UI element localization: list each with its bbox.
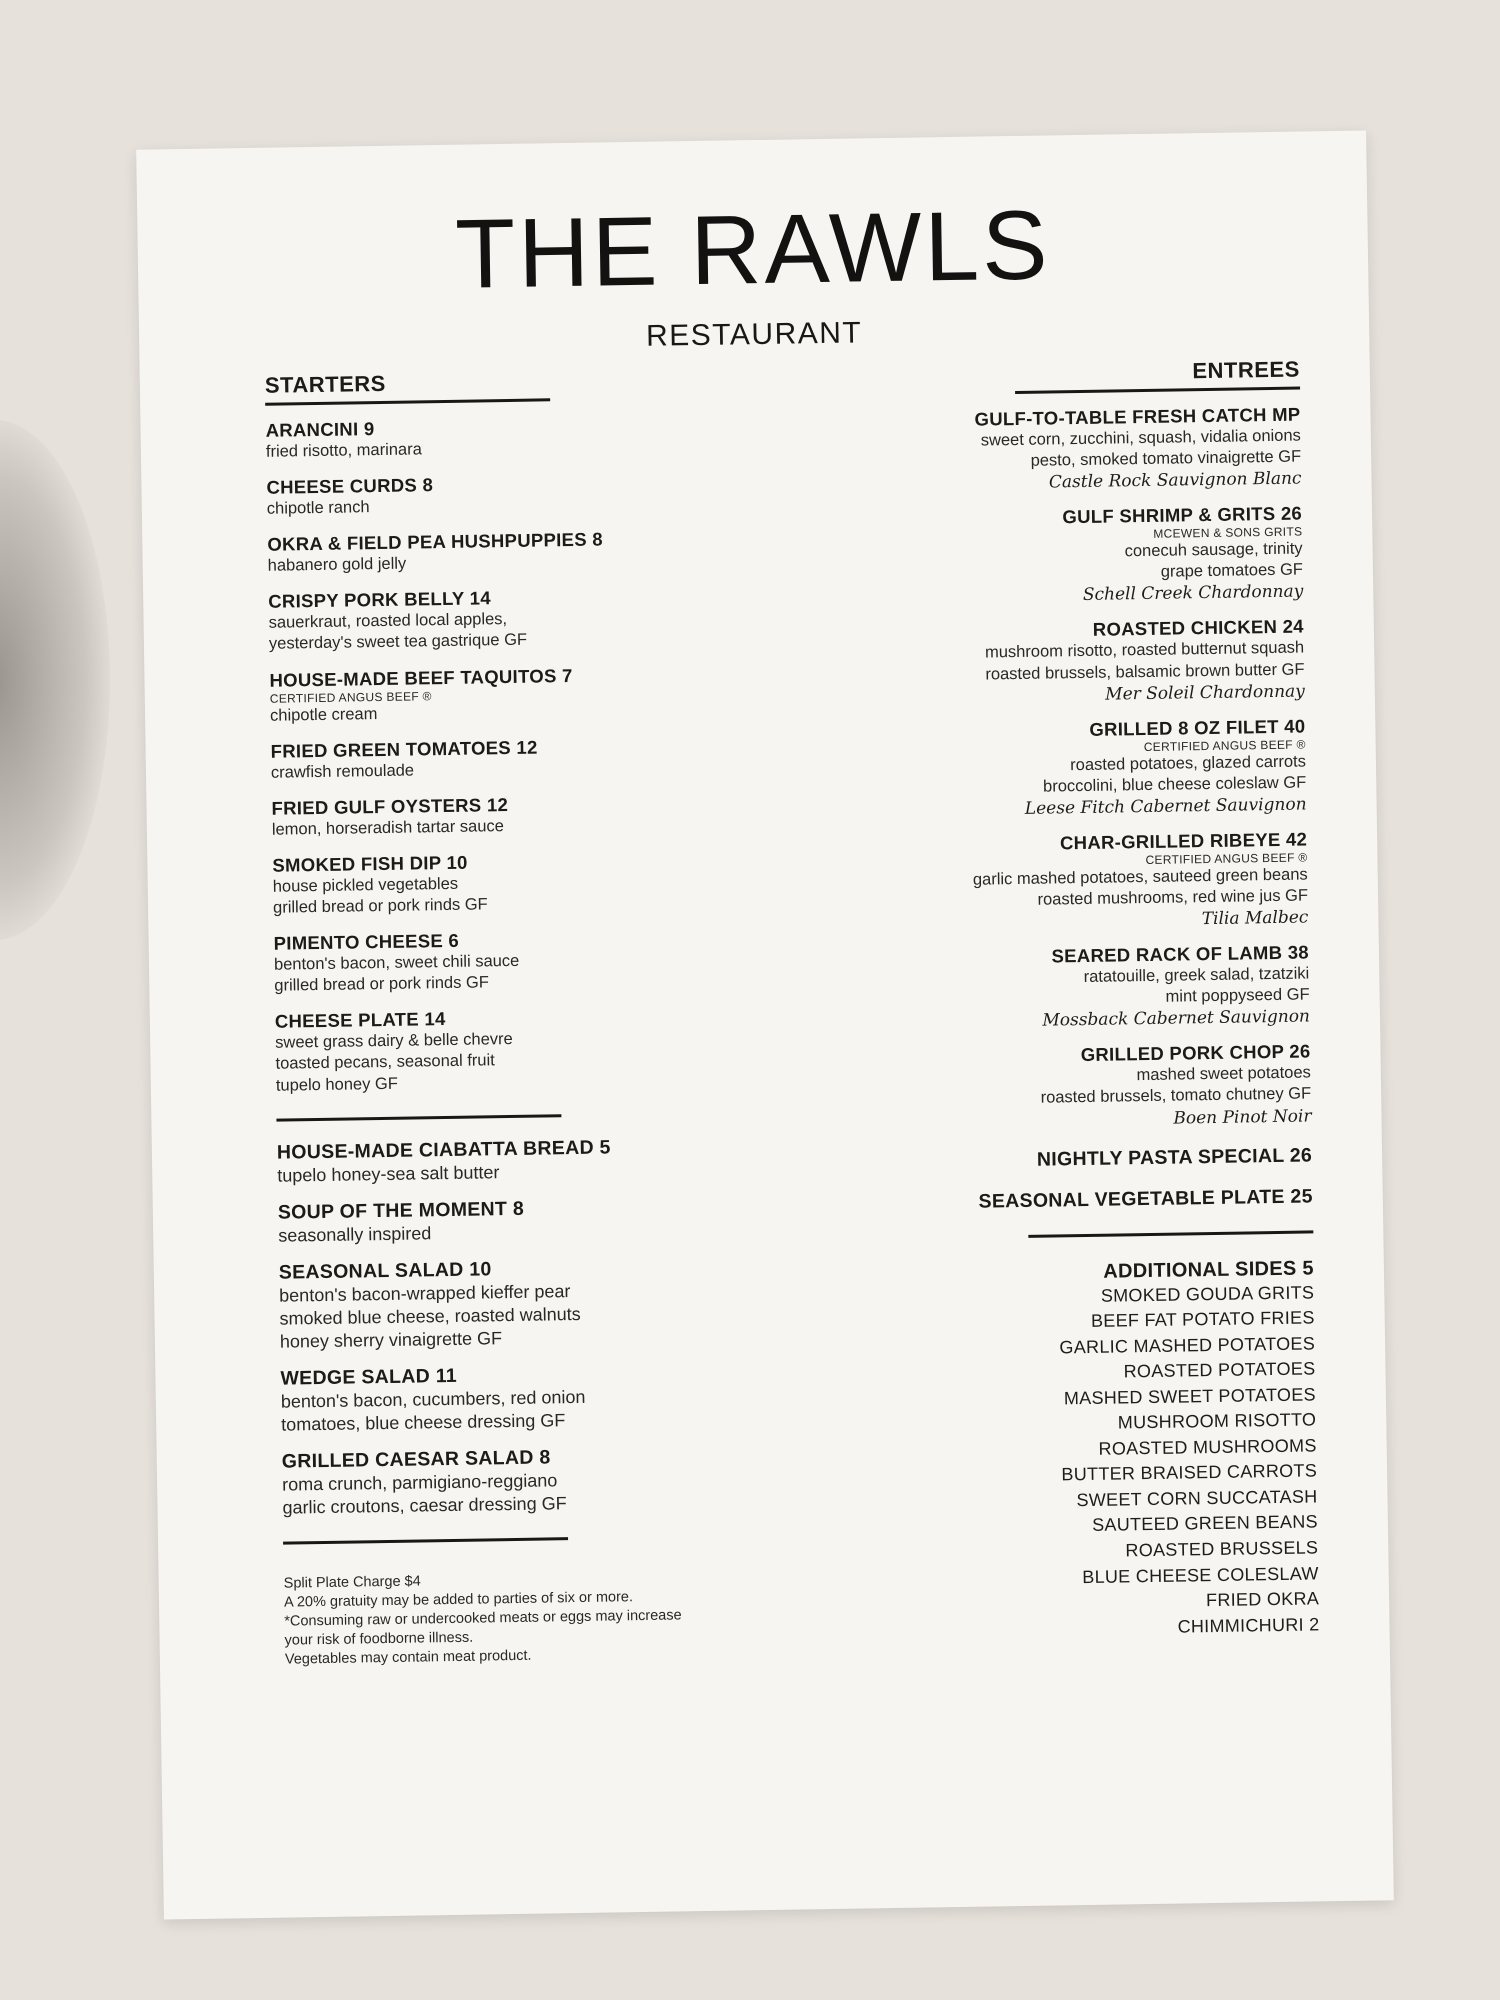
menu-item	[273, 925, 794, 997]
side-item: CHIMMICHURI 2	[1177, 1614, 1320, 1637]
menu-item-description: roasted brussels, balsamic brown butter GF	[985, 660, 1305, 684]
wine-pairing: Mossback Cabernet Sauvignon	[1042, 1006, 1311, 1031]
menu-item-name: OKRA & FIELD PEA HUSHPUPPIES 8	[267, 528, 604, 555]
side-item: SAUTEED GREEN BEANS	[1091, 1511, 1319, 1536]
menu-item-name: HOUSE-MADE BEEF TAQUITOS 7	[269, 664, 573, 691]
right-column	[780, 357, 1320, 1646]
side-item: BUTTER BRAISED CARROTS	[1061, 1460, 1318, 1485]
wine-pairing: Tilia Malbec	[1201, 907, 1309, 930]
side-item: BLUE CHEESE COLESLAW	[1082, 1562, 1319, 1587]
menu-item-name: ARANCINI 9	[265, 418, 375, 441]
menu-item-description: pesto, smoked tomato vinaigrette GF	[1030, 447, 1302, 470]
menu-item-description: grilled bread or pork rinds GF	[274, 973, 490, 995]
side-item: MUSHROOM RISOTTO	[1117, 1409, 1317, 1433]
entrees-end-rule	[1028, 1230, 1313, 1237]
side-item: FRIED OKRA	[1205, 1588, 1320, 1611]
menu-item-note: CERTIFIED ANGUS BEEF ®	[269, 688, 432, 706]
special-item: NIGHTLY PASTA SPECIAL 26	[1036, 1143, 1313, 1171]
sides-heading: ADDITIONAL SIDES 5	[1103, 1256, 1315, 1283]
menu-item-name: GRILLED CAESAR SALAD 8	[281, 1446, 551, 1473]
menu-item-name: FRIED GULF OYSTERS 12	[271, 793, 509, 819]
menu-item	[784, 616, 1305, 709]
starters-end-rule	[276, 1114, 561, 1121]
menu-item	[266, 469, 787, 520]
wine-pairing: Schell Creek Chardonnay	[1082, 581, 1304, 606]
note-line: *Consuming raw or undercooked meats or eggs may increase	[284, 1607, 682, 1630]
note-line: Vegetables may contain meat product.	[284, 1648, 532, 1669]
salads-end-rule	[283, 1537, 568, 1544]
menu-item-name: CHAR-GRILLED RIBEYE 42	[1059, 828, 1308, 854]
menu-item-description: benton's bacon, cucumbers, red onion	[280, 1386, 586, 1412]
menu-item	[785, 715, 1306, 822]
menu-item	[790, 1041, 1311, 1134]
menu-item-name: WEDGE SALAD 11	[280, 1364, 458, 1390]
menu-item-note: CERTIFIED ANGUS BEEF ®	[1145, 850, 1308, 867]
menu-item-description: benton's bacon, sweet chili sauce	[273, 951, 520, 974]
menu-item-description: yesterday's sweet tea gastrique GF	[268, 631, 528, 654]
menu-item	[272, 846, 793, 918]
menu-item-description: tupelo honey-sea salt butter	[277, 1161, 500, 1186]
left-column	[265, 365, 805, 1671]
menu-item-description: smoked blue cheese, roasted walnuts	[279, 1303, 581, 1329]
menu-item-name: GRILLED PORK CHOP 26	[1080, 1040, 1311, 1066]
menu-paper	[136, 130, 1394, 1919]
specials-list	[792, 1144, 1313, 1216]
restaurant-subtitle: RESTAURANT	[645, 316, 863, 353]
menu-item-note: MCEWEN & SONS GRITS	[1153, 524, 1303, 542]
menu-item-name: SEASONAL SALAD 10	[278, 1258, 492, 1284]
soups-salads-list	[277, 1133, 803, 1519]
menu-item-description: crawfish remoulade	[270, 761, 415, 782]
wine-pairing: Boen Pinot Noir	[1173, 1105, 1312, 1129]
menu-item	[269, 661, 790, 726]
menu-item-name: ROASTED CHICKEN 24	[1092, 615, 1304, 641]
menu-item	[279, 1253, 800, 1353]
menu-item-description: lemon, horseradish tartar sauce	[271, 816, 505, 839]
wine-pairing: Leese Fitch Cabernet Sauvignon	[1024, 794, 1307, 819]
menu-item	[282, 1442, 803, 1519]
menu-item	[267, 526, 788, 577]
menu-item	[270, 732, 791, 783]
menu-item-description: roasted potatoes, glazed carrots	[1070, 752, 1307, 774]
menu-item-description: sweet corn, zucchini, squash, vidalia onions	[980, 426, 1301, 450]
note-line: your risk of foodborne illness.	[284, 1629, 474, 1649]
side-item: ROASTED POTATOES	[1123, 1358, 1316, 1382]
side-item: ROASTED BRUSSELS	[1125, 1537, 1319, 1561]
menu-item-description: grilled bread or pork rinds GF	[272, 895, 488, 917]
menu-item-description: benton's bacon-wrapped kieffer pear	[279, 1280, 571, 1306]
menu-item-description: roasted brussels, tomato chutney GF	[1040, 1084, 1312, 1108]
menu-item-description: garlic mashed potatoes, sauteed green beans	[972, 865, 1308, 889]
sides-list	[794, 1280, 1320, 1646]
menu-item-description: conecuh sausage, trinity	[1124, 539, 1303, 561]
side-item: SWEET CORN SUCCATASH	[1076, 1486, 1318, 1511]
menu-item	[782, 503, 1303, 610]
note-line: A 20% gratuity may be added to parties of six or more.	[283, 1589, 634, 1611]
menu-item-description: honey sherry vinaigrette GF	[279, 1327, 503, 1352]
menu-item-name: GRILLED 8 OZ FILET 40	[1089, 715, 1306, 740]
menu-item-name: HOUSE-MADE CIABATTA BREAD 5	[276, 1136, 611, 1164]
menu-item-description: tupelo honey GF	[275, 1074, 399, 1095]
menu-item-description: mushroom risotto, roasted butternut squash	[984, 638, 1305, 662]
menu-item	[275, 1003, 796, 1096]
special-item: SEASONAL VEGETABLE PLATE 25	[978, 1184, 1313, 1213]
table-shadow	[0, 420, 110, 940]
menu-item-description: sauerkraut, roasted local apples,	[268, 610, 508, 633]
menu-item-description: toasted pecans, seasonal fruit	[275, 1051, 495, 1074]
menu-notes	[284, 1566, 805, 1670]
menu-item-name: SMOKED FISH DIP 10	[272, 851, 468, 876]
menu-item-name: CRISPY PORK BELLY 14	[268, 587, 492, 613]
menu-item	[268, 583, 789, 655]
side-item: SMOKED GOUDA GRITS	[1100, 1281, 1315, 1306]
menu-item-description: roasted mushrooms, red wine jus GF	[1037, 886, 1309, 909]
side-item: ROASTED MUSHROOMS	[1098, 1435, 1317, 1459]
menu-item-description: chipotle ranch	[266, 498, 370, 518]
menu-item-description: mashed sweet potatoes	[1136, 1063, 1311, 1085]
menu-item-description: ratatouille, greek salad, tzatziki	[1083, 964, 1310, 987]
menu-item	[271, 789, 792, 840]
menu-item	[780, 404, 1301, 497]
menu-item-description: tomatoes, blue cheese dressing GF	[281, 1410, 566, 1435]
side-item: BEEF FAT POTATO FRIES	[1090, 1307, 1315, 1331]
starters-list	[265, 412, 796, 1097]
menu-item-name: FRIED GREEN TOMATOES 12	[270, 736, 538, 762]
menu-item-name: CHEESE PLATE 14	[274, 1008, 446, 1033]
restaurant-name: THE RAWLS	[454, 189, 1052, 309]
menu-item-description: roma crunch, parmigiano-reggiano	[282, 1470, 558, 1495]
menu-item-description: seasonally inspired	[278, 1222, 432, 1246]
menu-item-description: garlic croutons, caesar dressing GF	[282, 1493, 567, 1518]
menu-item-description: chipotle cream	[269, 704, 378, 725]
entrees-list	[780, 404, 1311, 1135]
menu-item-name: PIMENTO CHEESE 6	[273, 929, 460, 954]
menu-item-description: fried risotto, marinara	[265, 440, 422, 461]
menu-item	[277, 1133, 798, 1187]
menu-item	[789, 942, 1310, 1035]
menu-item-description: sweet grass dairy & belle chevre	[275, 1030, 513, 1053]
menu-item-description: mint poppyseed GF	[1165, 985, 1310, 1006]
wine-pairing: Mer Soleil Chardonnay	[1105, 681, 1305, 705]
menu-item-description: habanero gold jelly	[267, 554, 407, 575]
menu-item-name: GULF-TO-TABLE FRESH CATCH MP	[974, 403, 1301, 430]
menu-item-description: grape tomatoes GF	[1160, 560, 1304, 582]
note-line: Split Plate Charge $4	[283, 1573, 421, 1592]
menu-item	[787, 828, 1308, 935]
menu-item-name: CHEESE CURDS 8	[266, 474, 434, 498]
menu-item-name: SEARED RACK OF LAMB 38	[1051, 941, 1310, 967]
menu-item	[265, 412, 786, 463]
starters-heading: STARTERS	[264, 370, 387, 398]
wine-pairing: Castle Rock Sauvignon Blanc	[1048, 468, 1302, 493]
side-item: GARLIC MASHED POTATOES	[1059, 1333, 1316, 1358]
menu-item	[278, 1193, 799, 1247]
menu-item-description: broccolini, blue cheese coleslaw GF	[1042, 773, 1307, 796]
menu-item-name: GULF SHRIMP & GRITS 26	[1062, 502, 1303, 528]
menu-item-name: SOUP OF THE MOMENT 8	[277, 1197, 525, 1224]
menu-item-description: house pickled vegetables	[272, 874, 459, 896]
menu-item	[280, 1359, 801, 1436]
side-item: MASHED SWEET POTATOES	[1063, 1384, 1317, 1409]
entrees-heading: ENTREES	[1192, 356, 1300, 384]
menu-item-note: CERTIFIED ANGUS BEEF ®	[1143, 737, 1306, 754]
